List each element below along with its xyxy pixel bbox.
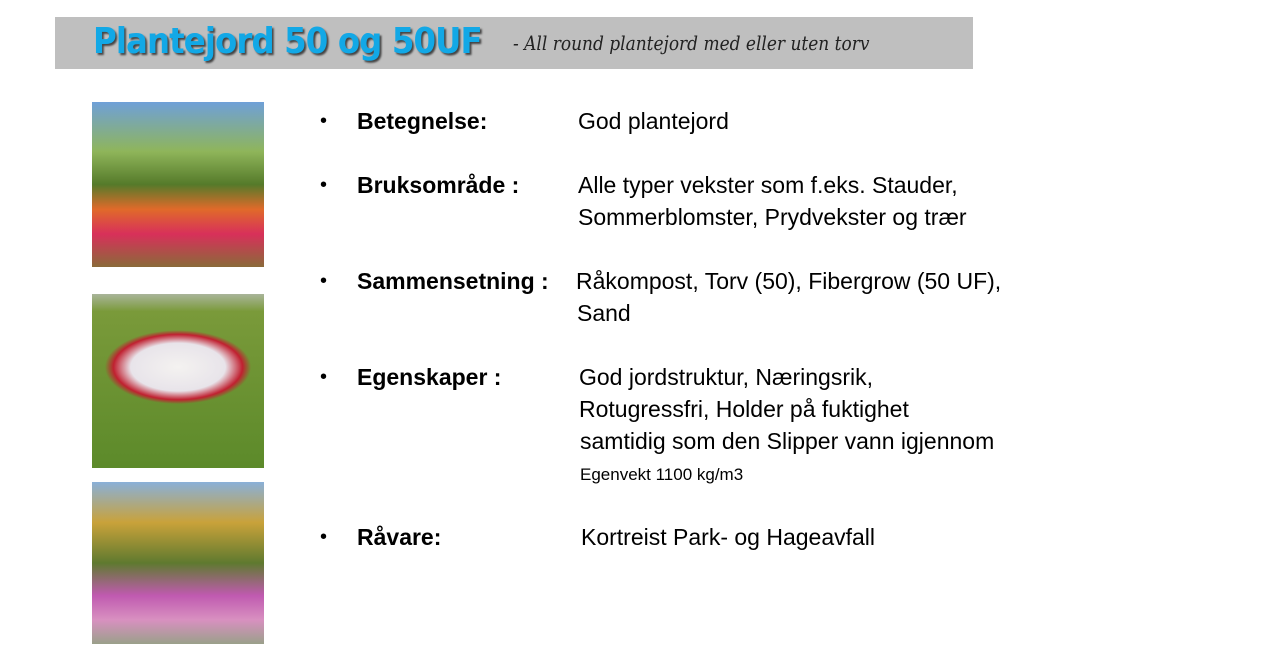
bullet: • [320,174,328,196]
bullet: • [320,366,328,388]
photo-church-flowerbed [92,102,264,267]
item-value: samtidig som den Slipper vann igjennom [580,428,995,454]
item-label: Bruksområde : [357,172,520,198]
item-value: Alle typer vekster som f.eks. Stauder, [578,172,958,198]
title-banner [55,17,973,69]
item-label: Egenskaper : [357,364,502,390]
item-label: Betegnelse: [357,108,488,134]
item-label: Råvare: [357,524,442,550]
item-value: Kortreist Park- og Hageavfall [581,524,876,550]
item-value: Rotugressfri, Holder på fuktighet [579,396,909,422]
page-subtitle: - All round plantejord med eller uten torv [513,31,870,55]
bullet: • [320,270,328,292]
item-value: Råkompost, Torv (50), Fibergrow (50 UF), [576,268,1002,294]
item-value: God jordstruktur, Næringsrik, [579,364,873,390]
item-note: Egenvekt 1100 kg/m3 [580,465,744,484]
photo-perennial-garden [92,482,264,644]
page-title: Plantejord 50 og 50UF [93,21,482,62]
photo-tulip-bed [92,294,264,468]
item-value: Sand [577,300,631,326]
item-value: Sommerblomster, Prydvekster og trær [578,204,967,230]
item-label: Sammensetning : [357,268,549,294]
bullet: • [320,526,328,548]
bullet: • [320,110,328,132]
item-value: God plantejord [578,108,729,134]
